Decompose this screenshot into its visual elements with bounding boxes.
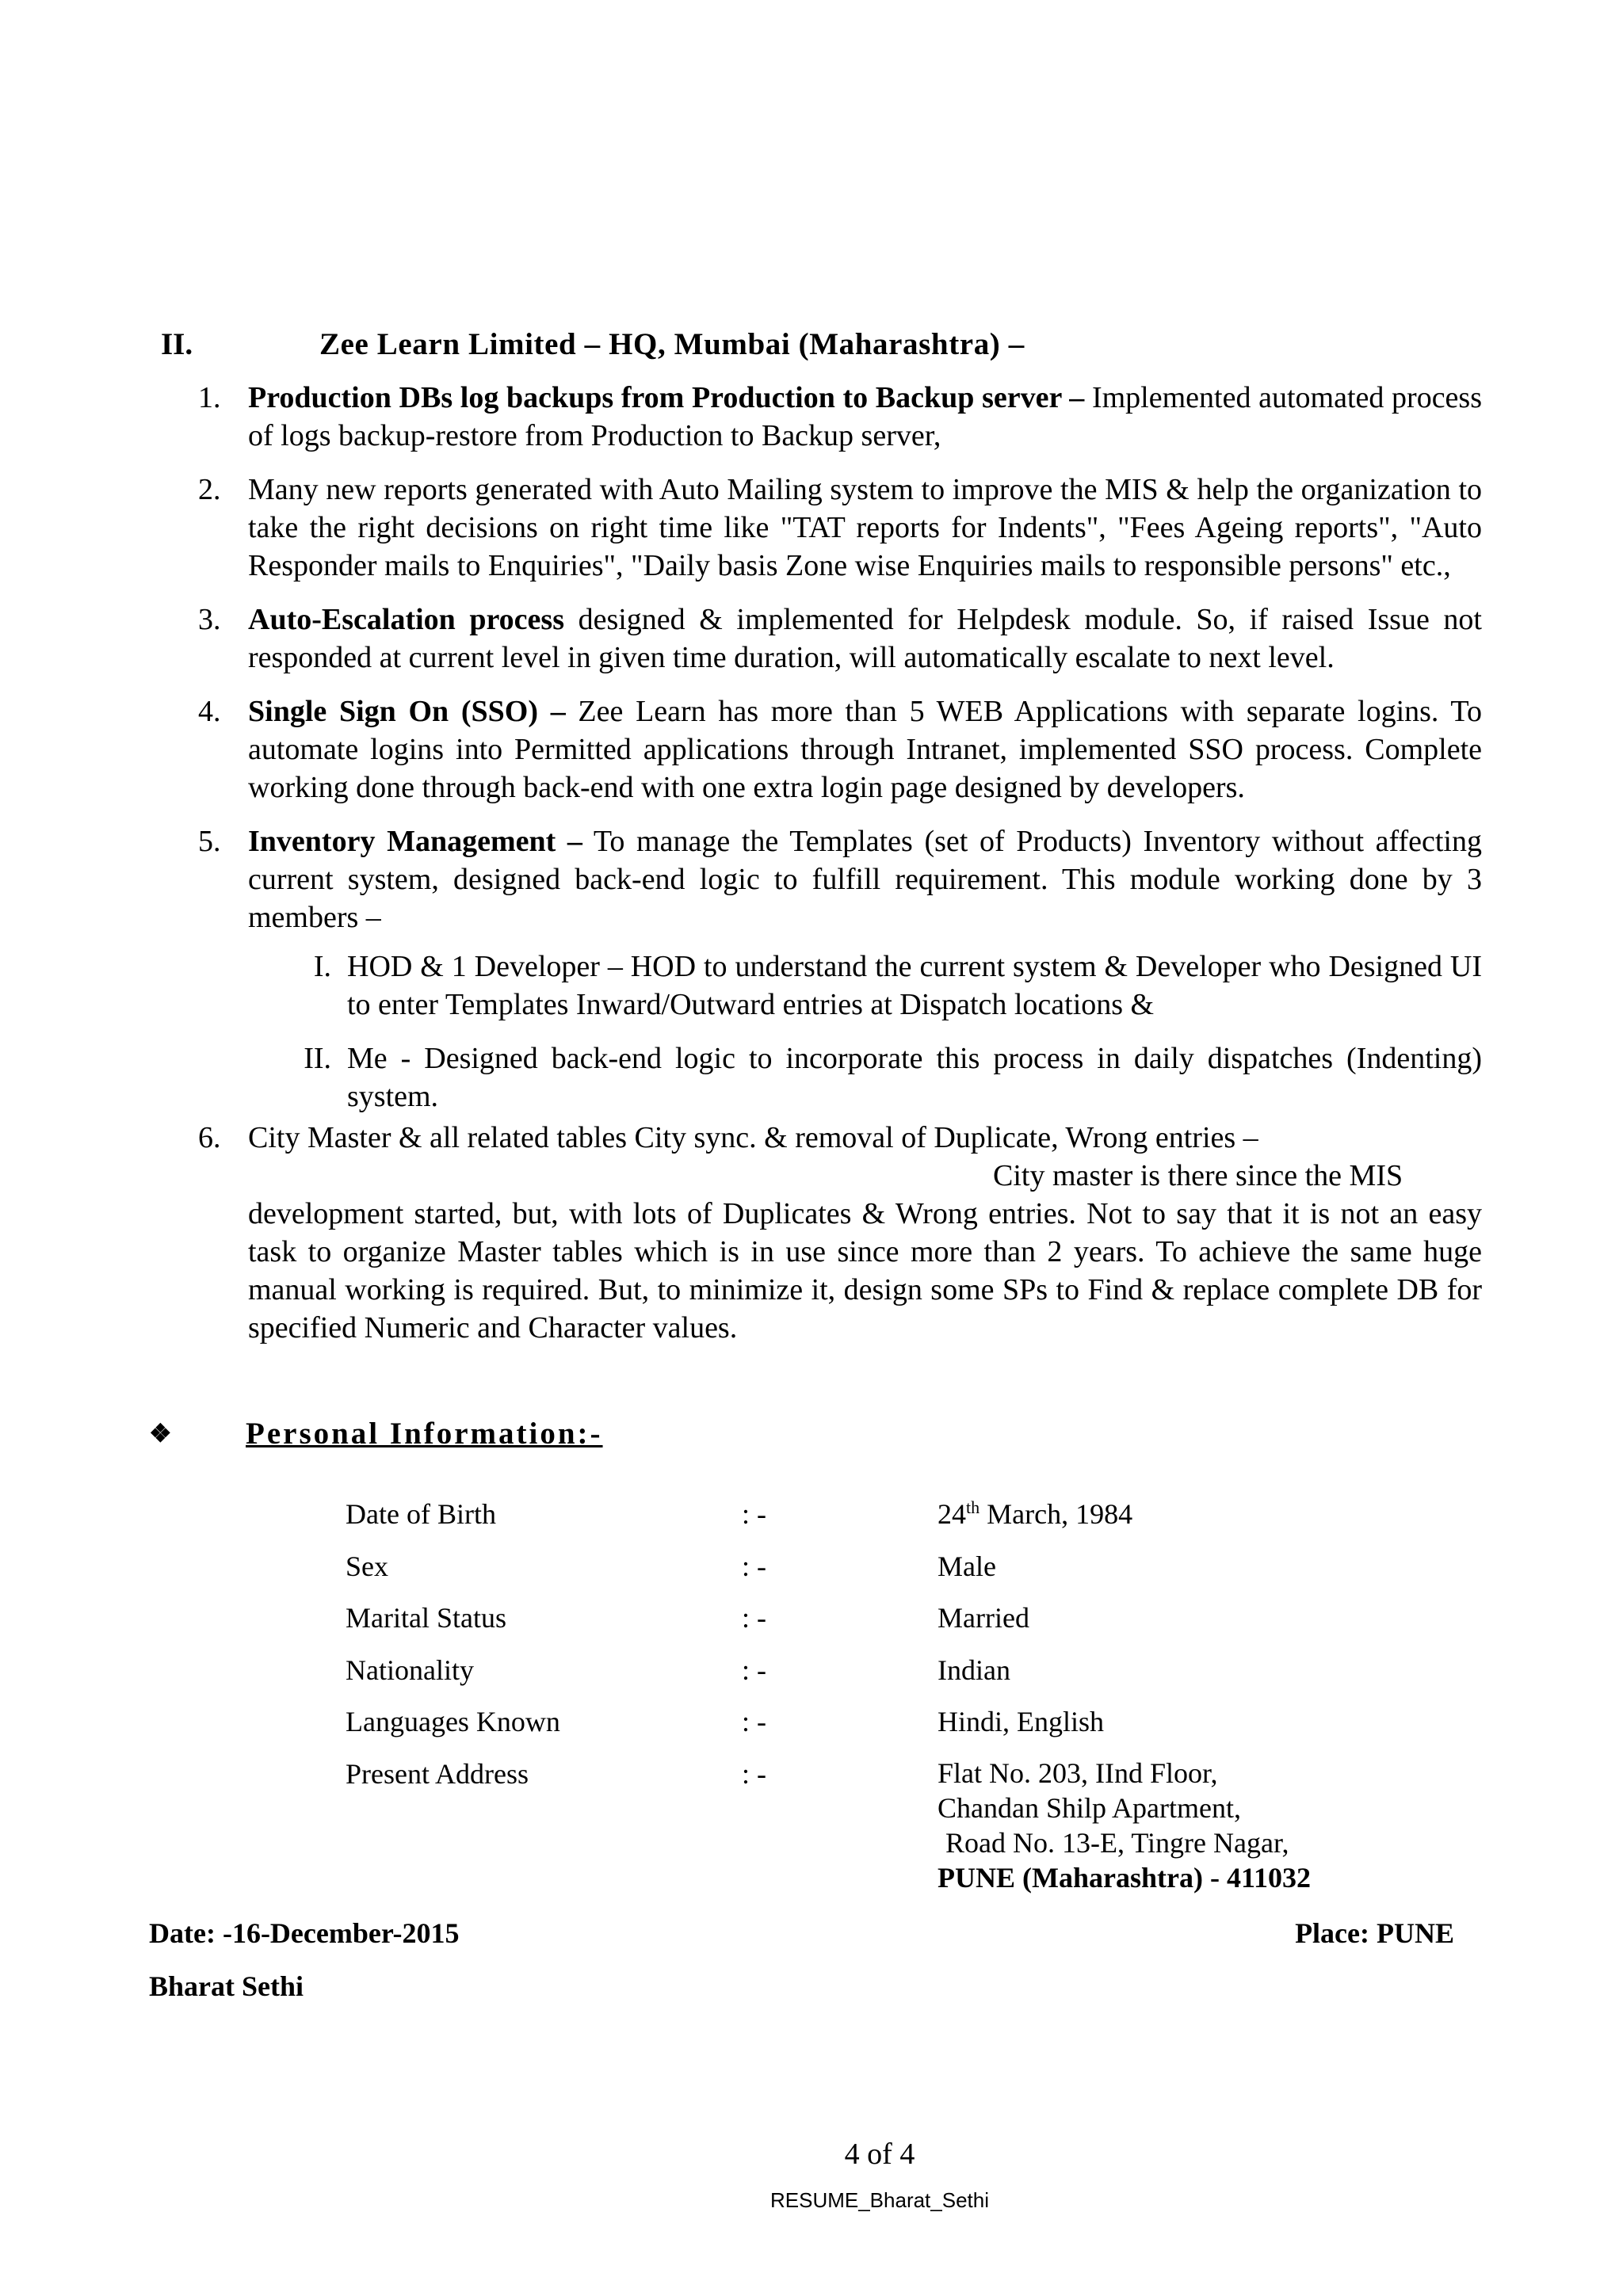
list-item xyxy=(198,1119,1482,1347)
page-number: 4 of 4 xyxy=(844,2138,915,2171)
item-bold-lead: Auto-Escalation process xyxy=(248,603,564,636)
item-text: development started, but, with lots of Duplicates & Wrong entries. Not to say that it is not an easy task to organize Master tables which is in use since more than 2 years. To achieve the same huge manual working is required. But, to minimize it, design some SPs to Find & replace complete DB for specified Numeric and Character values. xyxy=(248,1197,1482,1344)
sub-item-text: HOD & 1 Developer – HOD to understand the current system & Developer who Designed UI to enter Templates Inward/Outward entries at Dispatch locations & xyxy=(347,950,1482,1021)
address-line: Chandan Shilp Apartment, xyxy=(938,1791,1241,1824)
info-value: Indian xyxy=(938,1653,1010,1686)
diamond-bullet-icon: ❖ xyxy=(149,1419,172,1447)
info-label: Date of Birth xyxy=(346,1498,496,1530)
info-value: Male xyxy=(938,1550,996,1582)
item-text: Zee Learn has more than 5 WEB Applications with separate logins. To automate logins into Permitted applications through Intranet, implemented SSO process. Complete working done through back-end with one extra login page designed by developers. xyxy=(248,695,1482,804)
section-title: Zee Learn Limited – HQ, Mumbai (Maharashtra) – xyxy=(319,327,1025,361)
item-number: 6. xyxy=(198,1121,221,1154)
info-separator: : - xyxy=(742,1550,766,1582)
item-bold-lead: Single Sign On (SSO) – xyxy=(248,695,566,728)
achievements-list xyxy=(198,379,1482,1347)
sub-list-item xyxy=(248,948,1482,1024)
address-line: Road No. 13-E, Tingre Nagar, xyxy=(945,1826,1289,1859)
dob-rest: March, 1984 xyxy=(980,1498,1133,1530)
info-value: Married xyxy=(938,1602,1029,1634)
info-separator: : - xyxy=(742,1706,766,1737)
item-heading-line: City Master & all related tables City sync. & removal of Duplicate, Wrong entries – xyxy=(248,1121,1258,1154)
personal-info-heading xyxy=(149,1412,603,1455)
info-value xyxy=(938,1496,1132,1532)
sub-list-item xyxy=(248,1039,1482,1116)
info-label: Languages Known xyxy=(346,1706,560,1737)
sub-item-number: II. xyxy=(304,1042,331,1075)
signature-name: Bharat Sethi xyxy=(149,1970,304,2002)
item-text: Many new reports generated with Auto Mailing system to improve the MIS & help the organization to take the right decisions on right time like "TAT reports for Indents", "Fees Ageing reports", "Auto Responder mails to Enquiries", "Daily basis Zone wise Enquiries mails to responsible persons" etc., xyxy=(248,473,1482,582)
place-line: Place: PUNE xyxy=(1295,1917,1454,1949)
item-number: 4. xyxy=(198,695,221,728)
dob-suffix: th xyxy=(966,1497,980,1517)
info-label: Nationality xyxy=(346,1653,474,1686)
info-separator: : - xyxy=(742,1602,766,1634)
list-item xyxy=(198,471,1482,585)
item-indented-line: City master is there since the MIS xyxy=(993,1159,1403,1192)
item-text: Implemented automated process of logs backup-restore from Production to Backup server, xyxy=(248,381,1483,452)
info-separator: : - xyxy=(742,1498,766,1530)
address-line: Flat No. 203, IInd Floor, xyxy=(938,1756,1218,1789)
info-label: Present Address xyxy=(346,1757,529,1790)
item-text: designed & implemented for Helpdesk module. So, if raised Issue not responded at current level in given time duration, will automatically escalate to next level. xyxy=(248,603,1482,674)
info-separator: : - xyxy=(742,1653,766,1686)
document-footer-name: RESUME_Bharat_Sethi xyxy=(769,2188,990,2212)
info-value: Hindi, English xyxy=(938,1706,1105,1737)
info-label: Marital Status xyxy=(346,1602,506,1634)
address-value xyxy=(938,1756,1311,1895)
list-item xyxy=(198,379,1482,455)
item-number: 1. xyxy=(198,381,221,414)
date-line: Date: -16-December-2015 xyxy=(149,1917,460,1949)
section-number: II. xyxy=(161,327,193,361)
list-item xyxy=(198,692,1482,807)
dob-day: 24 xyxy=(938,1498,966,1530)
sub-list xyxy=(248,948,1482,1116)
list-item xyxy=(198,601,1482,677)
sub-item-text: Me - Designed back-end logic to incorporate this process in daily dispatches (Indenting) system. xyxy=(347,1042,1482,1113)
item-number: 3. xyxy=(198,603,221,636)
sub-item-number: I. xyxy=(313,950,331,983)
personal-info-title: Personal Information:- xyxy=(246,1417,603,1451)
list-item xyxy=(198,822,1482,1116)
item-bold-lead: Inventory Management – xyxy=(248,825,582,858)
item-bold-lead: Production DBs log backups from Production to Backup server – xyxy=(248,381,1085,414)
item-text: To manage the Templates (set of Products) Inventory without affecting current system, designed back-end logic to fulfill requirement. This module working done by 3 members – xyxy=(248,825,1482,934)
info-label: Sex xyxy=(346,1550,388,1582)
item-number: 2. xyxy=(198,473,221,506)
info-separator: : - xyxy=(742,1757,766,1790)
address-city-line: PUNE (Maharashtra) - 411032 xyxy=(938,1861,1311,1894)
item-number: 5. xyxy=(198,825,221,858)
